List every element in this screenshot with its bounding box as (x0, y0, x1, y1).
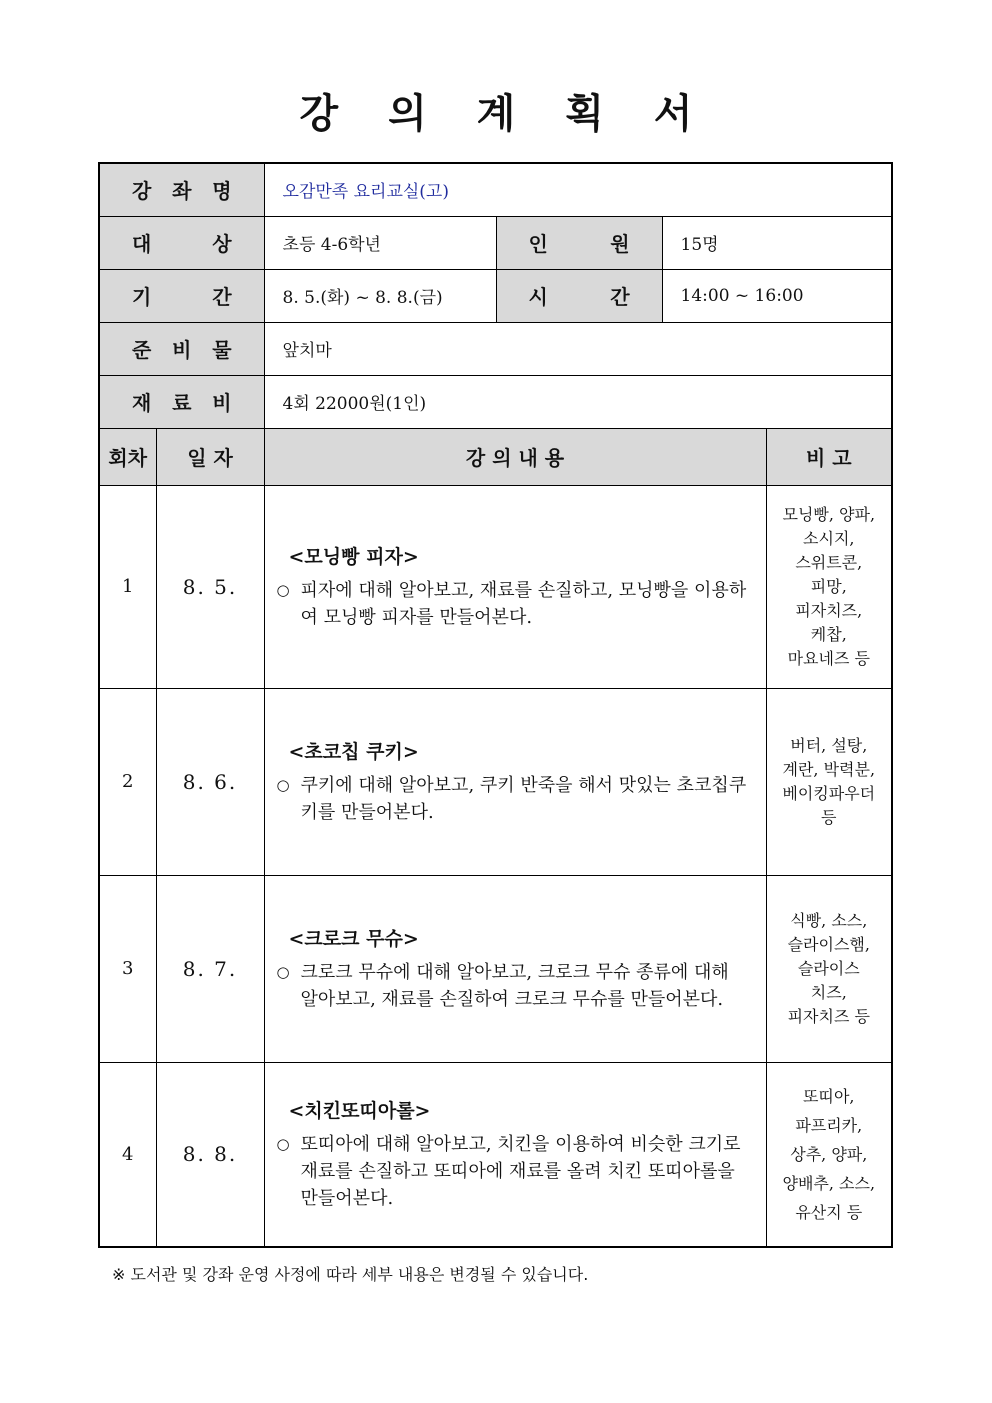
note-line: 슬라이스햄, (787, 934, 870, 954)
session-row (99, 875, 892, 1062)
bullet-icon: ○ (276, 776, 290, 794)
lesson-description (277, 959, 752, 1013)
label-char: 료 (172, 391, 192, 415)
fee-value: 4회 22000원(1인) (264, 375, 892, 428)
session-number: 1 (99, 485, 156, 688)
course-row (99, 163, 892, 216)
time-label-cell (496, 269, 662, 322)
label-char: 간 (610, 285, 630, 309)
label-char: 준 (132, 338, 152, 362)
session-content (264, 1062, 766, 1247)
label-char: 비 (172, 338, 192, 362)
session-number: 4 (99, 1062, 156, 1247)
footnote: ※ 도서관 및 강좌 운영 사정에 따라 세부 내용은 변경될 수 있습니다. (112, 1265, 589, 1284)
session-date: 8. 8. (156, 1062, 264, 1247)
session-date: 8. 5. (156, 485, 264, 688)
note-line: 치즈, (810, 982, 847, 1002)
note-line: 등 (821, 807, 837, 827)
time-label (497, 281, 662, 310)
lesson-description (277, 772, 752, 826)
label-char: 원 (610, 232, 630, 256)
note-line: 파프리카, (795, 1115, 863, 1135)
label-char: 명 (212, 179, 232, 204)
note-line: 모닝빵, 양파, (782, 504, 876, 524)
target-label-cell (99, 216, 264, 269)
note-line: 마요네즈 등 (787, 648, 870, 668)
supplies-label (100, 334, 264, 363)
fee-row (99, 375, 892, 428)
label-char: 시 (528, 285, 548, 309)
note-line: 피자치즈, (795, 600, 863, 620)
lesson-description-text: 또띠아에 대해 알아보고, 치킨을 이용하여 비슷한 크기로 재료를 손질하고 또띠아에 재료를 올려 치킨 또띠아롤을 만들어본다. (300, 1134, 741, 1210)
lesson-description-text: 크로크 무슈에 대해 알아보고, 크로크 무슈 종류에 대해 알아보고, 재료를 손질하여 크로크 무슈를 만들어본다. (300, 962, 729, 1010)
date-header: 일 자 (156, 428, 264, 485)
bullet-icon: ○ (276, 581, 290, 599)
label-char: 재 (132, 391, 152, 415)
note-line: 버터, 설탕, (790, 735, 868, 755)
session-row (99, 1062, 892, 1247)
target-label (100, 228, 264, 257)
label-char: 물 (212, 338, 232, 362)
lesson-description (277, 577, 752, 631)
label-char: 비 (212, 391, 232, 415)
note-line: 또띠아, (803, 1086, 855, 1106)
session-number: 2 (99, 688, 156, 875)
note-line: 피망, (810, 576, 847, 596)
fee-label-cell (99, 375, 264, 428)
course-label (100, 175, 264, 204)
page-title: 강 의 계 획 서 (299, 91, 711, 137)
period-label-cell (99, 269, 264, 322)
session-content (264, 688, 766, 875)
supplies-value: 앞치마 (264, 322, 892, 375)
label-char: 간 (212, 285, 232, 309)
session-note (766, 485, 892, 688)
lesson-description-text: 피자에 대해 알아보고, 재료를 손질하고, 모닝빵을 이용하여 모닝빵 피자를 만들어본다. (300, 580, 747, 628)
capacity-label-cell (496, 216, 662, 269)
session-number: 3 (99, 875, 156, 1062)
session-note (766, 688, 892, 875)
note-line: 소시지, (803, 528, 855, 548)
note-line: 케찹, (810, 624, 847, 644)
course-label-cell (99, 163, 264, 216)
lesson-description-text: 쿠키에 대해 알아보고, 쿠키 반죽을 해서 맛있는 초코칩쿠키를 만들어본다. (300, 775, 747, 823)
content-header: 강 의 내 용 (264, 428, 766, 485)
lesson-title: <치킨또띠아롤> (288, 1100, 431, 1123)
lesson-description (277, 1131, 752, 1212)
label-char: 좌 (172, 179, 192, 204)
target-value: 초등 4-6학년 (264, 216, 496, 269)
lesson-title: <모닝빵 피자> (288, 546, 419, 568)
session-date: 8. 7. (156, 875, 264, 1062)
session-row (99, 485, 892, 688)
target-row (99, 216, 892, 269)
supplies-label-cell (99, 322, 264, 375)
lecture-plan-table (98, 162, 893, 1248)
session-header: 회차 (99, 428, 156, 485)
session-note (766, 1062, 892, 1247)
label-char: 상 (212, 232, 232, 256)
bullet-icon: ○ (276, 963, 290, 981)
note-line: 피자치즈 등 (787, 1006, 870, 1026)
note-header: 비 고 (766, 428, 892, 485)
schedule-header-row (99, 428, 892, 485)
session-row (99, 688, 892, 875)
label-char: 기 (132, 285, 152, 309)
capacity-value: 15명 (662, 216, 892, 269)
time-value: 14:00 ~ 16:00 (662, 269, 892, 322)
lesson-title: <초코칩 쿠키> (288, 741, 419, 763)
supplies-row (99, 322, 892, 375)
session-note (766, 875, 892, 1062)
session-content (264, 875, 766, 1062)
label-char: 강 (132, 179, 152, 204)
bullet-icon: ○ (276, 1135, 290, 1154)
note-line: 스위트콘, (795, 552, 863, 572)
note-line: 슬라이스 (797, 958, 860, 978)
note-line: 양배추, 소스, (782, 1173, 876, 1193)
note-line: 유산지 등 (795, 1202, 863, 1222)
period-row (99, 269, 892, 322)
label-char: 대 (132, 232, 152, 256)
note-line: 상추, 양파, (790, 1144, 868, 1164)
course-value: 오감만족 요리교실(고) (264, 163, 892, 216)
lesson-title: <크로크 무슈> (288, 928, 419, 950)
note-line: 계란, 박력분, (782, 759, 876, 779)
fee-label (100, 387, 264, 416)
session-content (264, 485, 766, 688)
note-line: 베이킹파우더 (782, 783, 876, 803)
period-label (100, 281, 264, 310)
period-value: 8. 5.(화) ~ 8. 8.(금) (264, 269, 496, 322)
label-char: 인 (528, 232, 548, 256)
note-line: 식빵, 소스, (790, 910, 868, 930)
capacity-label (497, 228, 662, 257)
session-date: 8. 6. (156, 688, 264, 875)
